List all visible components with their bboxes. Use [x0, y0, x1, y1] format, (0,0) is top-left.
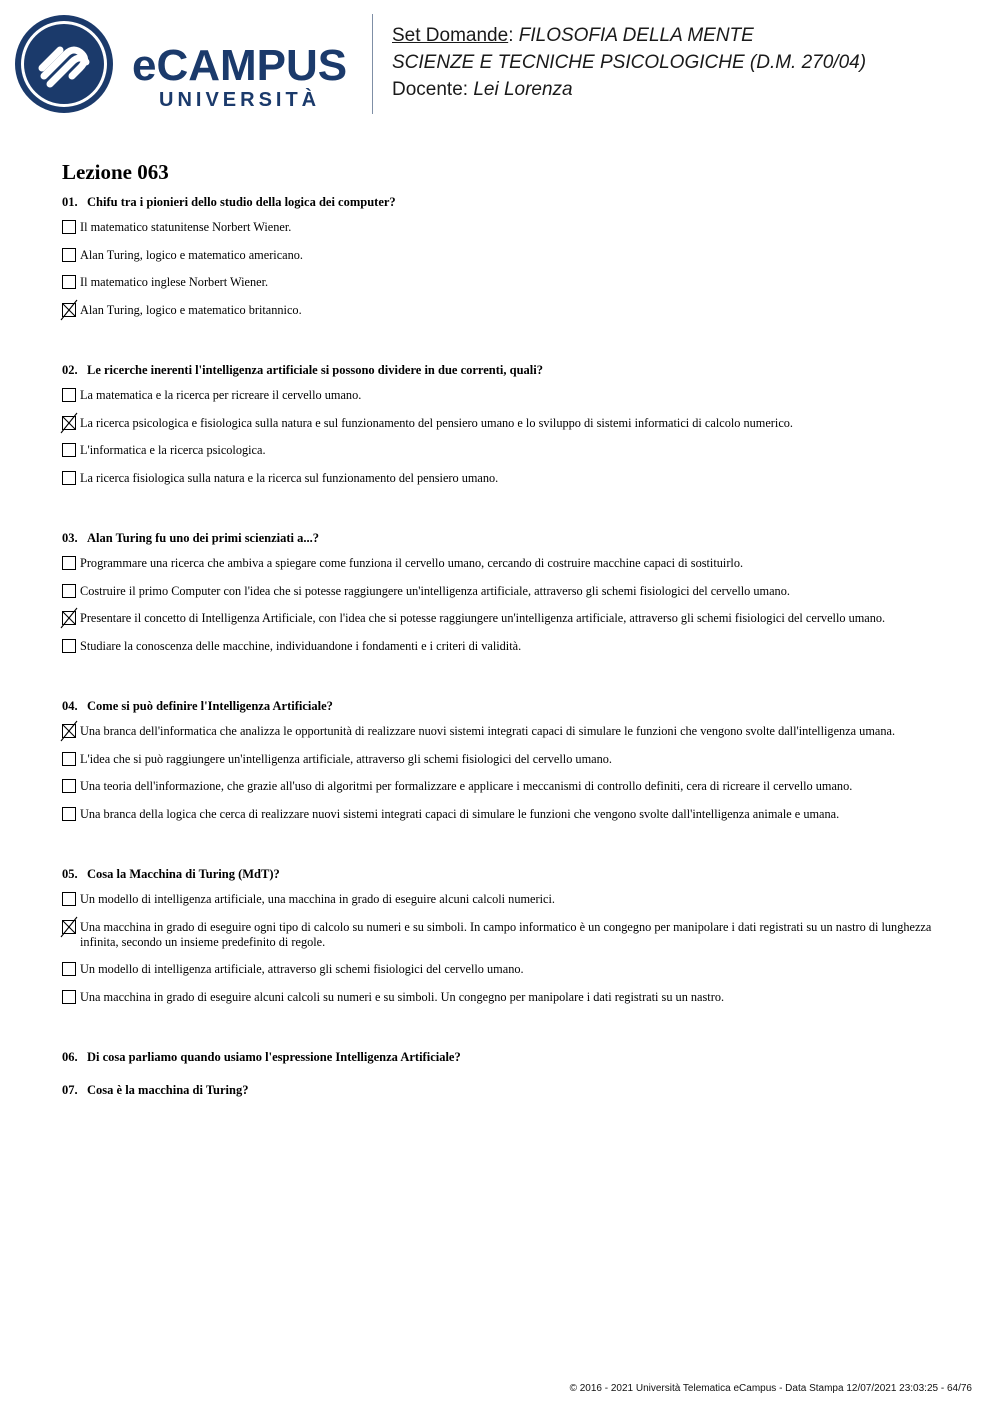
answer-option[interactable] — [62, 611, 942, 626]
question-number: 01. — [62, 195, 78, 209]
answer-text: Una macchina in grado di eseguire alcuni calcoli su numeri e su simboli. Un congegno per manipolare i dati registrati su un nastro. — [80, 989, 725, 1004]
answer-text: La ricerca fisiologica sulla natura e la ricerca sul funzionamento del pensiero umano. — [80, 470, 499, 485]
checkbox-icon[interactable] — [62, 248, 76, 262]
question-block — [62, 1050, 942, 1065]
checkbox-icon[interactable] — [62, 807, 76, 821]
checked-checkbox-icon[interactable] — [62, 303, 76, 317]
question-block — [62, 531, 942, 681]
question-text — [62, 699, 942, 714]
question-label: Le ricerche inerenti l'intelligenza artificiale si possono dividere in due correnti, quali? — [87, 363, 543, 377]
question-number: 02. — [62, 363, 78, 377]
answer-option[interactable] — [62, 471, 942, 486]
answer-option[interactable] — [62, 388, 942, 403]
answer-option[interactable] — [62, 752, 942, 767]
answer-option[interactable] — [62, 275, 942, 290]
checked-checkbox-icon[interactable] — [62, 611, 76, 625]
answer-text: La matematica e la ricerca per ricreare il cervello umano. — [80, 388, 362, 402]
ecampus-logo-icon — [14, 14, 359, 116]
checked-checkbox-icon[interactable] — [62, 416, 76, 430]
answer-text: Una macchina in grado di eseguire ogni tipo di calcolo su numeri e su simboli. In campo informatico è un congegno per manipolare i dati registrati su un nastro di lunghezza infinita, secondo un insieme predefinito di regole. — [80, 919, 932, 949]
answer-text: Programmare una ricerca che ambiva a spiegare come funziona il cervello umano, cercando di costruire macchine capaci di sostituirlo. — [80, 556, 744, 570]
lesson-title: Lezione 063 — [62, 160, 169, 184]
question-number: 03. — [62, 531, 78, 545]
question-text — [62, 531, 942, 546]
question-text — [62, 1083, 942, 1098]
checkbox-icon[interactable] — [62, 779, 76, 793]
checkbox-icon[interactable] — [62, 556, 76, 570]
checked-checkbox-icon[interactable] — [62, 724, 76, 738]
answer-option[interactable] — [62, 920, 942, 950]
checkbox-icon[interactable] — [62, 275, 76, 289]
answer-option[interactable] — [62, 556, 942, 571]
question-text — [62, 195, 942, 210]
checkbox-icon[interactable] — [62, 752, 76, 766]
question-spacer — [62, 498, 942, 513]
question-spacer — [62, 1017, 942, 1032]
answer-option[interactable] — [62, 892, 942, 907]
question-label: Alan Turing fu uno dei primi scienziati a...? — [87, 531, 319, 545]
question-label: Di cosa parliamo quando usiamo l'espressione Intelligenza Artificiale? — [87, 1050, 461, 1064]
checkbox-icon[interactable] — [62, 443, 76, 457]
page-footer: © 2016 - 2021 Università Telematica eCampus - Data Stampa 12/07/2021 23:03:25 - 64/76 — [569, 1383, 972, 1394]
answer-text: Studiare la conoscenza delle macchine, individuandone i fondamenti e i criteri di validità. — [80, 638, 522, 653]
question-number: 05. — [62, 867, 78, 881]
logo-text-main: eCAMPUS — [132, 41, 348, 90]
answer-text: Il matematico statunitense Norbert Wiener. — [80, 220, 292, 234]
teacher-label: Docente: — [392, 79, 469, 100]
question-text — [62, 867, 942, 882]
question-block — [62, 1083, 942, 1098]
answer-text: Alan Turing, logico e matematico britannico. — [80, 302, 302, 317]
answer-text: L'idea che si può raggiungere un'intelligenza artificiale, attraverso gli schemi fisiologici del cervello umano. — [80, 751, 612, 766]
question-text — [62, 1050, 942, 1065]
answer-option[interactable] — [62, 962, 942, 977]
answer-option[interactable] — [62, 724, 942, 739]
question-block — [62, 867, 942, 1032]
answer-text: Il matematico inglese Norbert Wiener. — [80, 275, 269, 289]
answer-text: L'informatica e la ricerca psicologica. — [80, 443, 266, 457]
checkbox-icon[interactable] — [62, 990, 76, 1004]
question-spacer — [62, 330, 942, 345]
checkbox-icon[interactable] — [62, 220, 76, 234]
checkbox-icon[interactable] — [62, 892, 76, 906]
header-line-program — [392, 49, 866, 76]
answer-text: La ricerca psicologica e fisiologica sulla natura e sul funzionamento del pensiero umano e lo sviluppo di sistemi informatici di calcolo numerico. — [80, 415, 794, 430]
answer-text: Un modello di intelligenza artificiale, attraverso gli schemi fisiologici del cervello umano. — [80, 962, 524, 976]
answer-option[interactable] — [62, 303, 942, 318]
program-name: SCIENZE E TECNICHE PSICOLOGICHE (D.M. 270/04) — [392, 52, 867, 73]
answer-text: Una teoria dell'informazione, che grazie all'uso di algoritmi per formalizzare e applicare i meccanismi di controllo definiti, cera di ricreare il cervello umano. — [80, 779, 853, 793]
answer-option[interactable] — [62, 220, 942, 235]
teacher-name: Lei Lorenza — [473, 79, 573, 100]
document-header — [392, 22, 866, 103]
question-label: Come si può definire l'Intelligenza Artificiale? — [87, 699, 333, 713]
checkbox-icon[interactable] — [62, 639, 76, 653]
question-block — [62, 195, 942, 345]
question-label: Cosa la Macchina di Turing (MdT)? — [87, 867, 280, 881]
answer-option[interactable] — [62, 639, 942, 654]
answer-text: Una branca della logica che cerca di realizzare nuovi sistemi integrati capaci di simulare le funzioni che vengono svolte dall'intelligenza animale e umana. — [80, 806, 840, 821]
answer-text: Costruire il primo Computer con l'idea che si potesse raggiungere un'intelligenza artificiale, attraverso gli schemi fisiologici del cervello umano. — [80, 583, 790, 598]
answer-option[interactable] — [62, 584, 942, 599]
answer-text: Alan Turing, logico e matematico americano. — [80, 247, 303, 262]
ecampus-logo — [14, 14, 359, 116]
question-label: Chifu tra i pionieri dello studio della logica dei computer? — [87, 195, 396, 209]
question-number: 06. — [62, 1050, 78, 1064]
header-line-course: Set Domande: FILOSOFIA DELLA MENTE — [392, 25, 754, 46]
question-label: Cosa è la macchina di Turing? — [87, 1083, 249, 1097]
checkbox-icon[interactable] — [62, 471, 76, 485]
question-number: 04. — [62, 699, 78, 713]
question-spacer — [62, 666, 942, 681]
set-label: Set Domande — [392, 25, 509, 46]
checked-checkbox-icon[interactable] — [62, 920, 76, 934]
answer-text: Un modello di intelligenza artificiale, una macchina in grado di eseguire alcuni calcoli numerici. — [80, 892, 555, 906]
checkbox-icon[interactable] — [62, 962, 76, 976]
answer-text: Una branca dell'informatica che analizza le opportunità di realizzare nuovi sistemi integrati capaci di simulare le funzioni che vengono svolte dall'intelligenza umana. — [80, 724, 896, 738]
course-name: FILOSOFIA DELLA MENTE — [518, 25, 754, 46]
question-text — [62, 363, 942, 378]
answer-option[interactable] — [62, 990, 942, 1005]
header-line-teacher — [392, 76, 866, 103]
answer-text: Presentare il concetto di Intelligenza Artificiale, con l'idea che si potesse raggiungere un'intelligenza artificiale, attraverso gli schemi fisiologici del cervello umano. — [80, 611, 886, 625]
header-divider — [372, 14, 373, 114]
answer-option[interactable] — [62, 779, 942, 794]
checkbox-icon[interactable] — [62, 388, 76, 402]
answer-option[interactable] — [62, 807, 942, 822]
question-spacer — [62, 834, 942, 849]
answer-option[interactable] — [62, 416, 942, 431]
question-number: 07. — [62, 1083, 78, 1097]
answer-option[interactable] — [62, 248, 942, 263]
answer-option[interactable] — [62, 443, 942, 458]
question-block — [62, 699, 942, 849]
question-list — [62, 160, 942, 1116]
checkbox-icon[interactable] — [62, 584, 76, 598]
question-block — [62, 363, 942, 513]
logo-text-sub: UNIVERSITÀ — [159, 89, 321, 111]
